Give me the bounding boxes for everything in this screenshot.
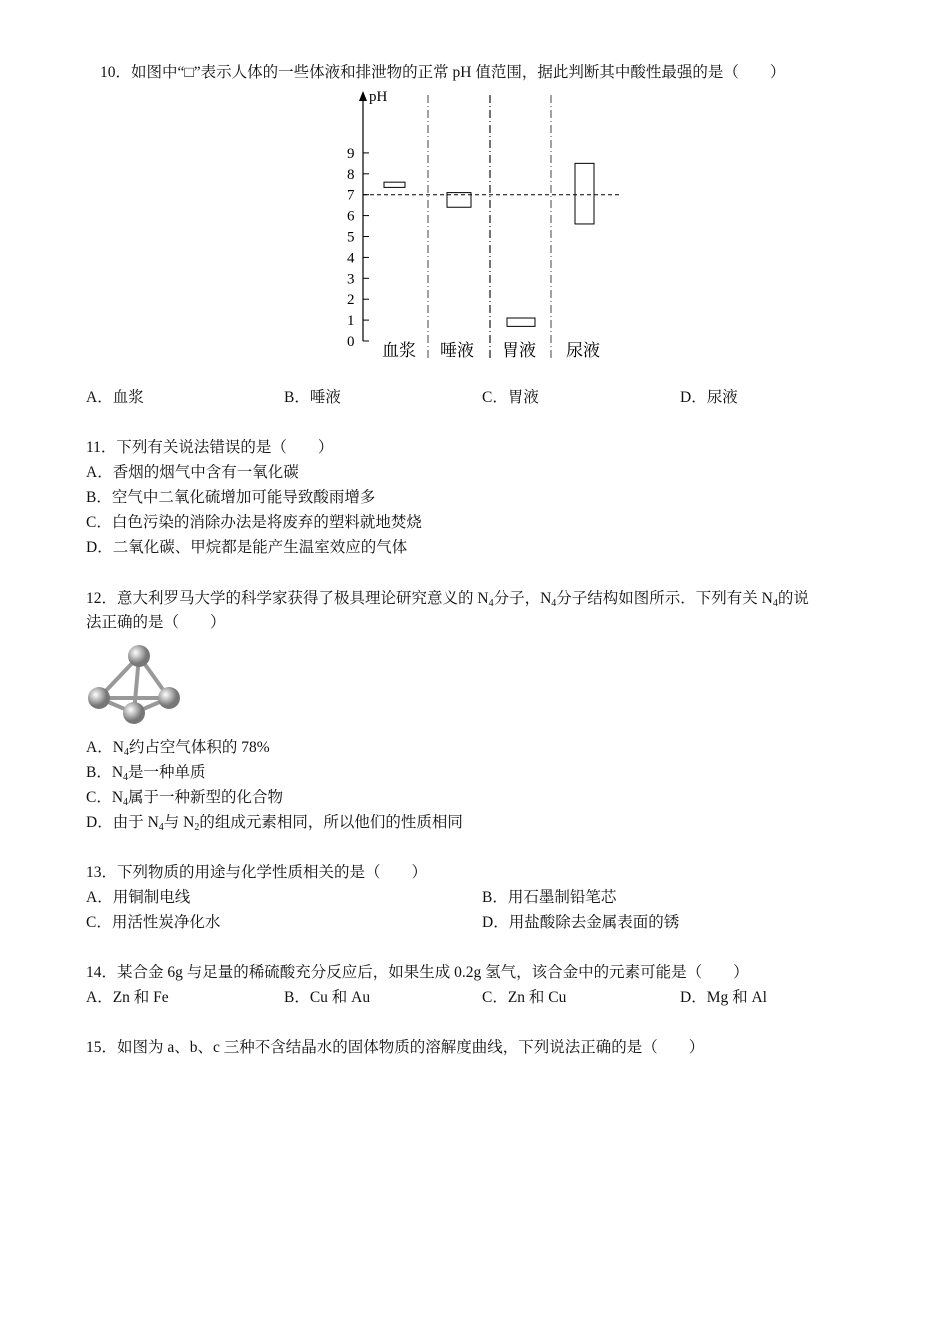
y-tick-label: 6 xyxy=(347,208,355,225)
q13-stem: 13．下列物质的用途与化学性质相关的是（ ） xyxy=(86,864,428,881)
q12-option-b: B．$N_4$是一种单质 xyxy=(86,764,206,783)
q11-option-b: B．空气中二氧化硫增加可能导致酸雨增多 xyxy=(86,489,376,506)
y-tick-label: 0 xyxy=(347,334,355,350)
q11-option-a: A．香烟的烟气中含有一氧化碳 xyxy=(86,464,299,481)
q13-option-c: C．用活性炭净化水 xyxy=(86,914,221,931)
q13-option-a: A．用铜制电线 xyxy=(86,889,191,906)
q10-option-b: B．唾液 xyxy=(284,389,341,406)
ph-chart xyxy=(330,85,630,365)
ph-range-box xyxy=(384,182,405,187)
q14-option-b: B．Cu 和 Au xyxy=(284,989,371,1006)
q14-option-c: C．Zn 和 Cu xyxy=(482,989,567,1006)
q10-option-d: D．尿液 xyxy=(680,389,738,406)
q14-option-d: D．Mg 和 Al xyxy=(680,989,767,1006)
ph-range-box xyxy=(507,318,535,326)
y-axis-arrow xyxy=(359,91,367,101)
category-label: 胃液 xyxy=(502,341,536,360)
category-label: 尿液 xyxy=(566,341,600,360)
y-tick-label: 4 xyxy=(347,250,355,267)
y-tick-label: 9 xyxy=(347,145,355,162)
q11-option-c: C．白色污染的消除办法是将废弃的塑料就地焚烧 xyxy=(86,514,422,531)
q10-option-a: A．血浆 xyxy=(86,389,144,406)
y-tick-label: 1 xyxy=(347,313,355,330)
y-tick-label: 8 xyxy=(347,166,355,183)
q11-stem: 11．下列有关说法错误的是（ ） xyxy=(86,439,334,456)
y-tick-label: 2 xyxy=(347,292,355,309)
q10-stem: 10．如图中“□”表示人体的一些体液和排泄物的正常 pH 值范围，据此判断其中酸性最强的是（ ） xyxy=(100,64,786,81)
q10-option-c: C．胃液 xyxy=(482,389,539,406)
q14-option-a: A．Zn 和 Fe xyxy=(86,989,169,1006)
y-tick-label: 5 xyxy=(347,229,355,246)
category-label: 血浆 xyxy=(382,341,416,360)
q15-stem: 15．如图为 a、b、c 三种不含结晶水的固体物质的溶解度曲线，下列说法正确的是（ ） xyxy=(86,1039,705,1056)
n4-molecule-image xyxy=(84,643,184,728)
q12-option-c: C．$N_4$属于一种新型的化合物 xyxy=(86,789,284,808)
y-axis-label: pH xyxy=(369,89,388,105)
q13-option-d: D．用盐酸除去金属表面的锈 xyxy=(482,914,680,931)
q14-stem: 14．某合金 6g 与足量的稀硫酸充分反应后，如果生成 0.2g 氢气，该合金中的元素可能是（ ） xyxy=(86,964,749,981)
q12-option-d: D．由于 $N_4$与 $N_2$的组成元素相同，所以他们的性质相同 xyxy=(86,814,463,833)
ph-range-box xyxy=(575,163,594,224)
q12-stem-line1: 12．意大利罗马大学的科学家获得了极具理论研究意义的 $N_4$分子，$N_4$分子结构如图所示．下列有关 $N_4$的说 xyxy=(86,590,809,609)
q12-stem-line2: 法正确的是（ ） xyxy=(86,614,226,631)
q11-option-d: D．二氧化碳、甲烷都是能产生温室效应的气体 xyxy=(86,539,408,556)
category-label: 唾液 xyxy=(440,341,474,360)
y-tick-label: 3 xyxy=(347,271,355,288)
q12-option-a: A．$N_4$约占空气体积的 78% xyxy=(86,739,270,758)
y-tick-label: 7 xyxy=(347,187,355,204)
q13-option-b: B．用石墨制铅笔芯 xyxy=(482,889,617,906)
